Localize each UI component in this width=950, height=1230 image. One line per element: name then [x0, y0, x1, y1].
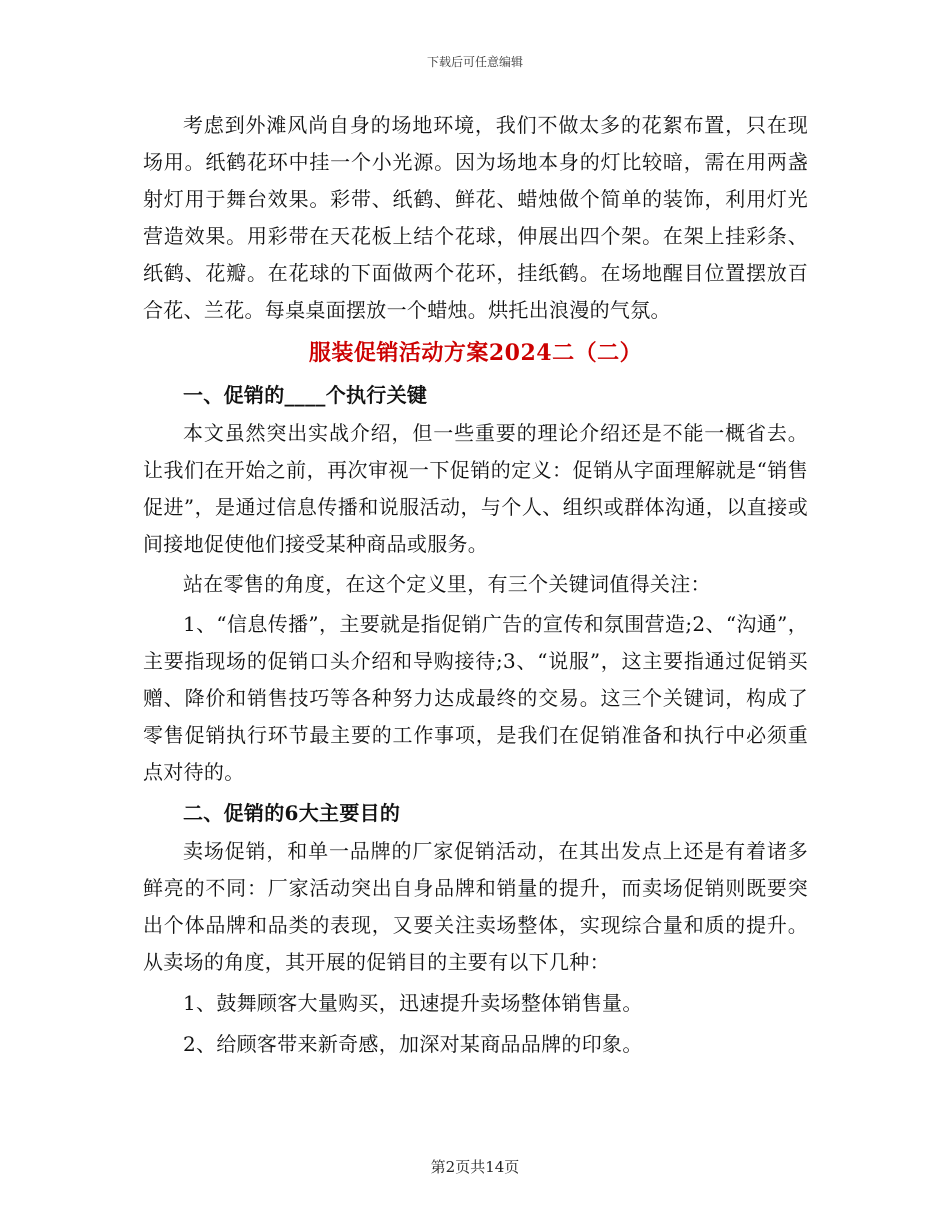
section1-paragraph-2: 站在零售的角度，在这个定义里，有三个关键词值得关注：	[183, 572, 711, 596]
page-footer: 第2页共14页	[430, 1158, 520, 1176]
section2-heading: 二、促销的6大主要目的	[183, 801, 401, 825]
section2-paragraph-1: 卖场促销，和单一品牌的厂家促销活动，在其出发点上还是有着诸多鲜亮的不同：厂家活动突出自身品牌和销量的提升，而卖场促销则既要突出个体品牌和品类的表现，又要关注卖场整体，实现综合量和质的提升。从卖场的角度，其开展的促销目的主要有以下几种：	[143, 839, 808, 974]
section1-paragraph-1: 本文虽然突出实战介绍，但一些重要的理论介绍还是不能一概省去。让我们在开始之前，再次审视一下促销的定义：促销从字面理解就是“销售促进”，是通过信息传播和说服活动，与个人、组织或群体沟通，以直接或间接地促使他们接受某种商品或服务。	[143, 421, 808, 556]
document-body	[143, 107, 808, 1063]
list-item-2: 2、给顾客带来新奇感，加深对某商品品牌的印象。	[183, 1032, 643, 1056]
intro-paragraph: 考虑到外滩风尚自身的场地环境，我们不做太多的花絮布置，只在现场用。纸鹤花环中挂一个小光源。因为场地本身的灯比较暗，需在用两盏射灯用于舞台效果。彩带、纸鹤、鲜花、蜡烛做个简单的装饰，利用灯光营造效果。用彩带在天花板上结个花球，伸展出四个架。在架上挂彩条、纸鹤、花瓣。在花球的下面做两个花环，挂纸鹤。在场地醒目位置摆放百合花、兰花。每桌桌面摆放一个蜡烛。烘托出浪漫的气氛。	[143, 113, 808, 322]
list-item-1: 1、鼓舞顾客大量购买，迅速提升卖场整体销售量。	[183, 991, 643, 1015]
document-title: 服装促销活动方案2024二（二）	[308, 340, 643, 366]
section1-heading: 一、促销的____个执行关键	[183, 383, 428, 407]
page-header: 下载后可任意编辑	[426, 55, 523, 69]
section1-paragraph-3: 1、“信息传播”，主要就是指促销广告的宣传和氛围营造;2、“沟通”，主要指现场的促销口头介绍和导购接待;3、“说服”，这主要指通过促销买赠、降价和销售技巧等各种努力达成最终的交易。这三个关键词，构成了零售促销执行环节最主要的工作事项，是我们在促销准备和执行中必须重点对待的。	[143, 612, 808, 784]
